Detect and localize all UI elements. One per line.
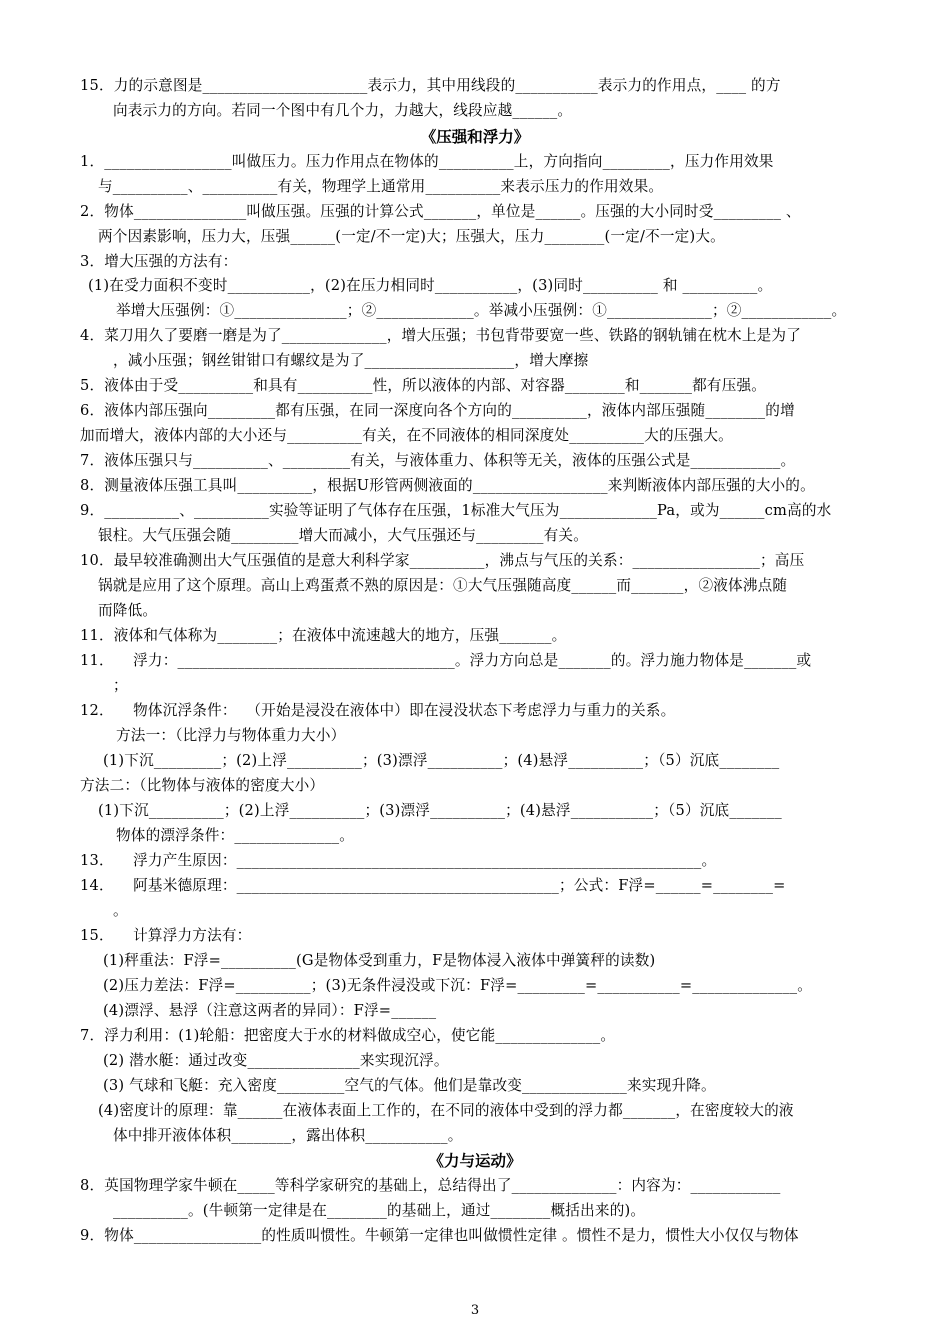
text-line: 9．__________、__________实验等证明了气体存在压强，1标准大气压为_____________Pa，或为______cm高的水 bbox=[80, 502, 832, 519]
text-line: 向表示力的方向。若同一个图中有几个力，力越大，线段应越______。 bbox=[113, 102, 573, 119]
text-line: 物体的漂浮条件：______________。 bbox=[116, 827, 355, 844]
text-line: 15． 计算浮力方法有： bbox=[80, 927, 252, 944]
text-line: (1)下沉__________；(2)上浮__________；(3)漂浮__________；(4)悬浮___________；（5）沉底_______ bbox=[98, 802, 782, 819]
text-line: 两个因素影响，压力大，压强______(一定/不一定)大；压强大，压力________(一定/不一定)大。 bbox=[98, 228, 725, 245]
text-line: (1)下沉_________；(2)上浮__________；(3)漂浮__________；(4)悬浮__________；（5）沉底________ bbox=[103, 752, 780, 769]
text-line: ； bbox=[113, 677, 128, 694]
text-line: 11．液体和气体称为________；在液体中流速越大的地方，压强_______。 bbox=[80, 627, 567, 644]
text-line: __________。(牛顿第一定律是在________的基础上，通过________概括出来的)。 bbox=[113, 1202, 646, 1219]
text-line: 体中排开液体体积________，露出体积___________。 bbox=[113, 1127, 463, 1144]
text-line: 5．液体由于受__________和具有__________性，所以液体的内部、对容器________和_______都有压强。 bbox=[80, 377, 767, 394]
text-line: (3) 气球和飞艇：充入密度_________空气的气体。他们是靠改变______________来实现升降。 bbox=[103, 1077, 716, 1094]
text-line: 方法二：（比物体与液体的密度大小） bbox=[80, 777, 325, 794]
text-line: 7．液体压强只与__________、_________有关，与液体重力、体积等无关，液体的压强公式是____________。 bbox=[80, 452, 796, 469]
text-line: 8．英国物理学家牛顿在_____等科学家研究的基础上，总结得出了______________：内容为：____________ bbox=[80, 1177, 781, 1194]
text-line: 加而增大，液体内部的大小还与__________有关，在不同液体的相同深度处__________大的压强大。 bbox=[80, 427, 733, 444]
text-line: ，减小压强；钢丝钳钳口有螺纹是为了____________________，增大摩擦 bbox=[113, 352, 589, 369]
text-line: 9．物体_________________的性质叫惯性。牛顿第一定律也叫做惯性定律 。惯性不是力，惯性大小仅仅与物体 bbox=[80, 1227, 799, 1244]
text-line: 而降低。 bbox=[98, 602, 158, 619]
text-line: 。 bbox=[113, 902, 128, 919]
text-line: 与__________、__________有关，物理学上通常用__________来表示压力的作用效果。 bbox=[98, 178, 664, 195]
section-title: 《力与运动》 bbox=[428, 1151, 522, 1170]
text-line: 银柱。大气压强会随_________增大而减小，大气压强还与_________有关。 bbox=[98, 527, 588, 544]
text-line: 7．浮力利用：(1)轮船：把密度大于水的材料做成空心，使它能______________。 bbox=[80, 1027, 616, 1044]
text-line: 13． 浮力产生原因：______________________________________________________________。 bbox=[80, 852, 717, 869]
text-line: 15．力的示意图是______________________表示力，其中用线段的___________表示力的作用点，____ 的方 bbox=[80, 77, 781, 94]
text-line: (2) 潜水艇：通过改变_______________来实现沉浮。 bbox=[103, 1052, 449, 1069]
text-line: 2．物体_______________叫做压强。压强的计算公式_______，单位是______。压强的大小同时受_________ 、 bbox=[80, 203, 801, 220]
text-line: 11． 浮力：_____________________________________。浮力方向总是_______的。浮力施力物体是_______或 bbox=[80, 652, 812, 669]
text-line: 举增大压强例：①_______________；②_____________。举减小压强例：①______________；②____________。 bbox=[116, 302, 847, 319]
text-line: 10．最早较准确测出大气压强值的是意大利科学家__________，沸点与气压的关系：_________________；高压 bbox=[80, 552, 805, 569]
text-line: 14． 阿基米德原理：___________________________________________；公式：F浮=______=________= bbox=[80, 877, 786, 894]
text-line: 1．_________________叫做压力。压力作用点在物体的__________上，方向指向_________，压力作用效果 bbox=[80, 153, 774, 170]
text-line: (2)压力差法：F浮=__________；(3)无条件浸没或下沉：F浮=_________=___________=______________。 bbox=[103, 977, 813, 994]
text-line: (1)在受力面积不变时___________，(2)在压力相同时___________，(3)同时__________ 和 __________。 bbox=[88, 277, 773, 294]
text-line: (1)秤重法：F浮=__________(G是物体受到重力，F是物体浸入液体中弹簧秤的读数) bbox=[103, 952, 656, 969]
section-title: 《压强和浮力》 bbox=[420, 127, 530, 146]
text-line: 6．液体内部压强向_________都有压强，在同一深度向各个方向的__________，液体内部压强随________的增 bbox=[80, 402, 795, 419]
text-line: 12． 物体沉浮条件： （开始是浸没在液体中）即在浸没状态下考虑浮力与重力的关系。 bbox=[80, 702, 676, 719]
text-line: 8．测量液体压强工具叫__________，根据U形管两侧液面的__________________来判断液体内部压强的大小的。 bbox=[80, 477, 815, 494]
text-line: (4)密度计的原理：靠______在液体表面上工作的，在不同的液体中受到的浮力都_______，在密度较大的液 bbox=[98, 1102, 794, 1119]
text-line: 锅就是应用了这个原理。高山上鸡蛋煮不熟的原因是：①大气压强随高度______而_______，②液体沸点随 bbox=[98, 577, 788, 594]
text-line: 方法一：（比浮力与物体重力大小） bbox=[116, 727, 346, 744]
text-line: 4．菜刀用久了要磨一磨是为了______________，增大压强；书包背带要宽一些、铁路的钢轨铺在枕木上是为了 bbox=[80, 327, 801, 344]
page-number: 3 bbox=[470, 1303, 480, 1318]
text-line: 3．增大压强的方法有： bbox=[80, 253, 238, 270]
text-line: (4)漂浮、悬浮（注意这两者的异同）：F浮=______ bbox=[103, 1002, 437, 1019]
